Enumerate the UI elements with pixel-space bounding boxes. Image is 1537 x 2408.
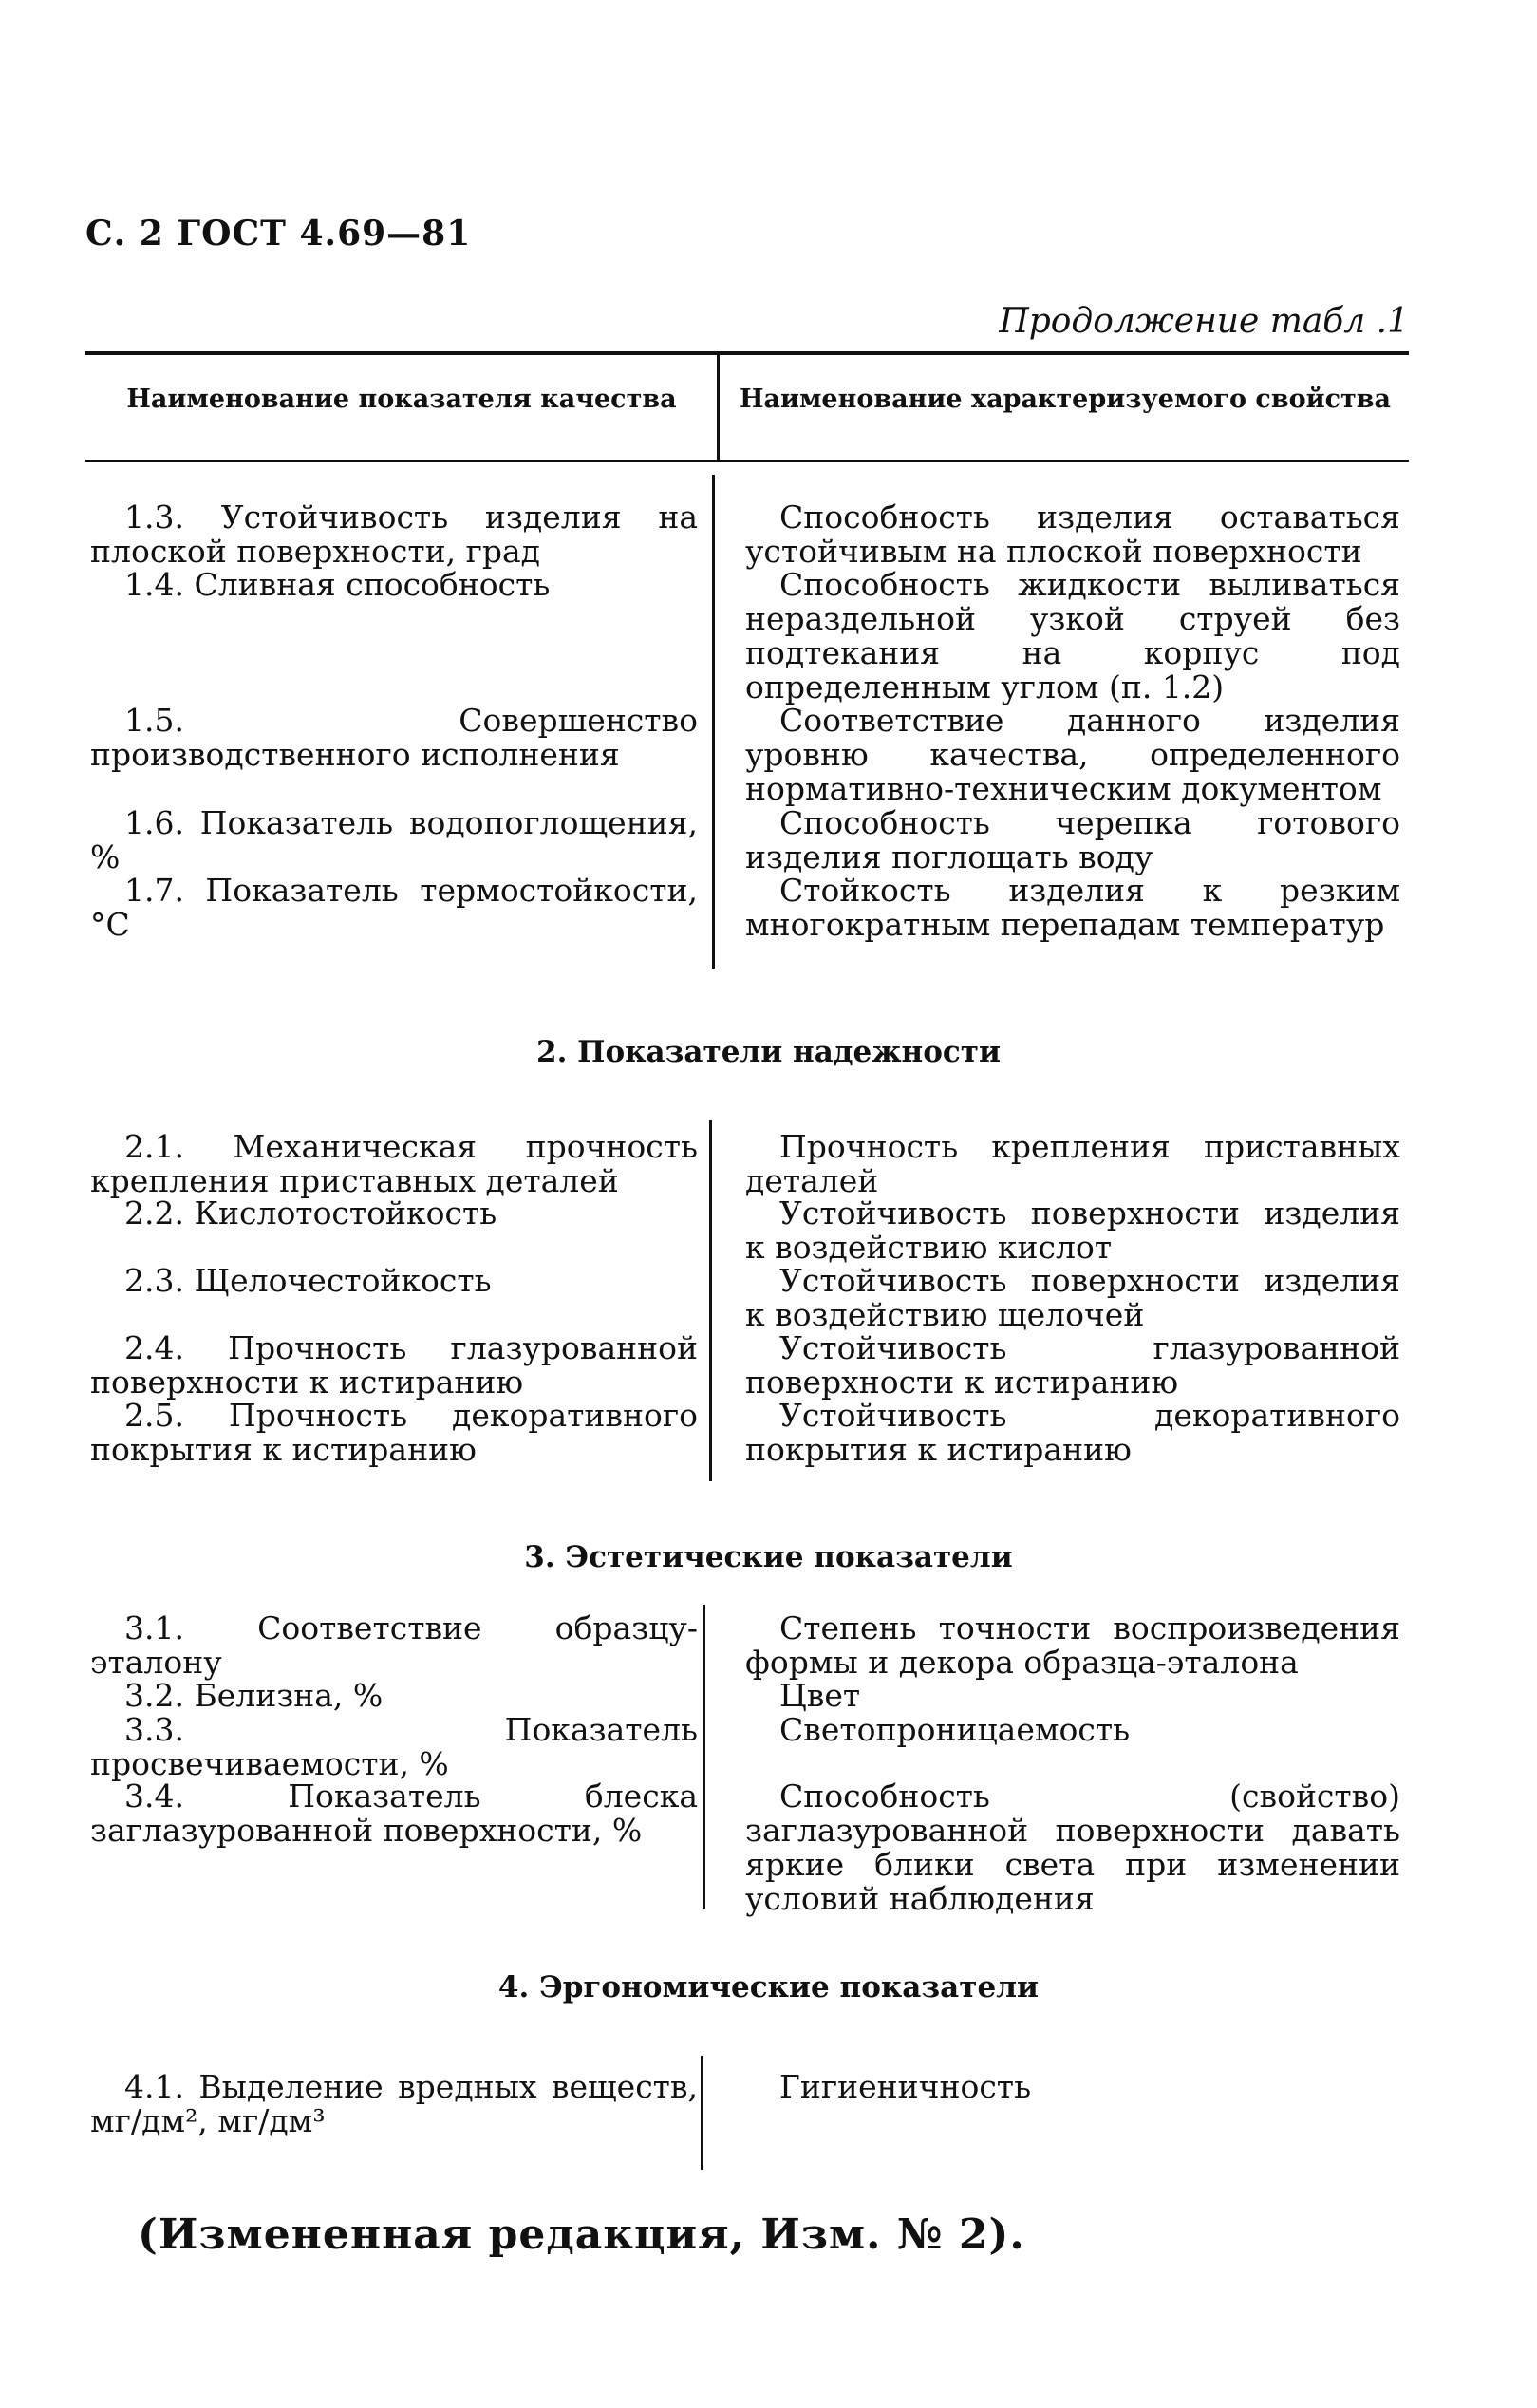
amendment-note: (Измененная редакция, Изм. № 2). [138,2210,1025,2259]
table-header-rule [85,460,1409,462]
table-row-indicator: 1.6. Показатель водопоглощения, % [90,804,698,875]
table-row-property: Устойчивость поверхности изделия к воздействию щелочей [745,1262,1400,1333]
table-row-property: Устойчивость декоративного покрытия к истиранию [745,1397,1400,1468]
table-row-indicator: 3.4. Показатель блеска заглазурованной поверхности, % [90,1778,698,1849]
table-row-property: Устойчивость поверхности изделия к воздействию кислот [745,1195,1400,1266]
table-row-indicator: 3.1. Соответствие образцу-эталону [90,1609,698,1681]
table-row-indicator: 1.4. Сливная способность [124,566,551,603]
group4-column-divider [701,2056,703,2170]
table-row-indicator: 3.3. Показатель просвечиваемости, % [90,1711,698,1782]
table-row-property: Светопроницаемость [779,1711,1131,1748]
table-row-property: Способность жидкости выливаться нераздельной узкой струей без подтекания на корпус под определенным углом (п. 1.2) [745,566,1400,705]
group2-column-divider [709,1120,712,1481]
table-row-indicator: 2.4. Прочность глазурованной поверхности к истиранию [90,1329,698,1401]
table-row-indicator: 1.3. Устойчивость изделия на плоской поверхности, град [90,499,698,570]
table-row-indicator: 1.5. Совершенство производственного исполнения [90,702,698,773]
page-header: С. 2 ГОСТ 4.69—81 [85,214,472,254]
table-row-property: Гигиеничность [779,2068,1032,2105]
table-row-property: Способность изделия оставаться устойчивым на плоской поверхности [745,499,1400,570]
section-title-reliability: 2. Показатели надежности [536,1035,1001,1069]
table-row-property: Цвет [779,1677,861,1714]
table-continuation-label: Продолжение табл .1 [999,302,1409,341]
table-row-indicator: 2.3. Щелочестойкость [124,1262,492,1299]
column-header-property: Наименование характеризуемого свойства [739,385,1392,414]
group3-column-divider [703,1605,705,1909]
group1-column-divider [712,475,715,969]
column-header-indicator: Наименование показателя качества [126,385,677,414]
table-row-indicator: 3.2. Белизна, % [124,1677,384,1714]
table-row-property: Прочность крепления приставных деталей [745,1128,1400,1199]
table-row-property: Способность (свойство) заглазурованной поверхности давать яркие блики света при изменении условий наблюдения [745,1778,1400,1917]
table-row-property: Способность черепка готового изделия поглощать воду [745,804,1400,875]
section-title-aesthetic: 3. Эстетические показатели [524,1540,1013,1574]
table-row-indicator: 2.2. Кислотостойкость [124,1195,497,1232]
table-row-indicator: 1.7. Показатель термостойкости, °С [90,872,698,943]
table-top-rule [85,351,1409,355]
table-row-property: Стойкость изделия к резким многократным перепадам температур [745,872,1400,943]
table-row-property: Соответствие данного изделия уровню качества, определенного нормативно-техническим документом [745,702,1400,807]
table-row-property: Степень точности воспроизведения формы и декора образца-эталона [745,1609,1400,1681]
table-row-indicator: 4.1. Выделение вредных веществ, мг/дм², мг/дм³ [90,2068,698,2139]
table-row-indicator: 2.5. Прочность декоративного покрытия к истиранию [90,1397,698,1468]
table-row-property: Устойчивость глазурованной поверхности к истиранию [745,1329,1400,1401]
table-row-indicator: 2.1. Механическая прочность крепления приставных деталей [90,1128,698,1199]
header-column-divider [717,353,720,460]
section-title-ergonomic: 4. Эргономические показатели [497,1970,1040,2004]
